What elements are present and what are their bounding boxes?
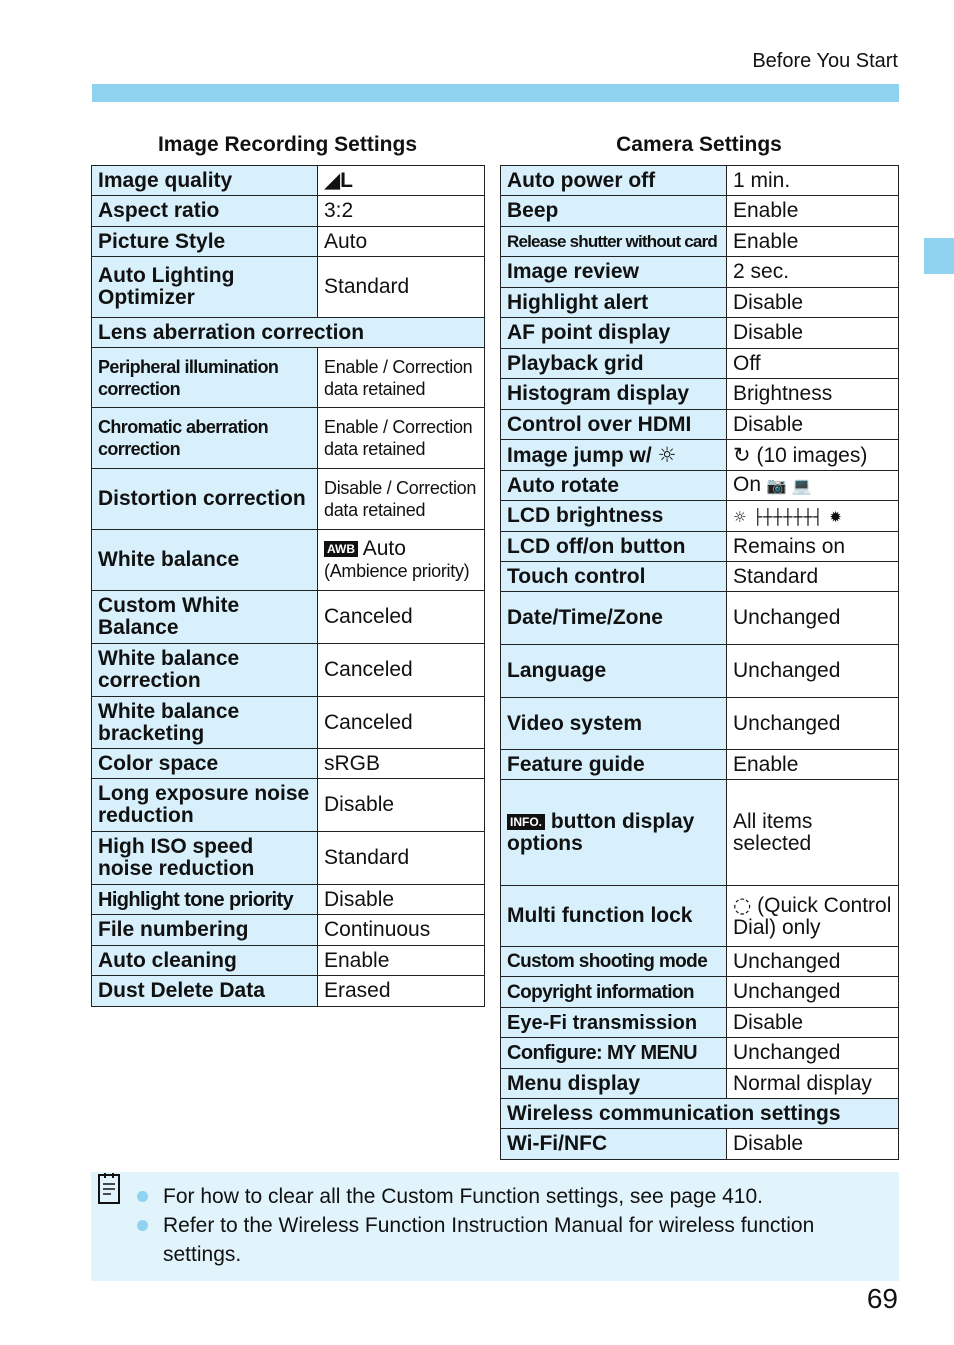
image-recording-settings-table xyxy=(91,165,485,1007)
row-value: Enable xyxy=(318,946,485,976)
row-label: Highlight tone priority xyxy=(92,885,318,915)
memo-icon-graphic xyxy=(97,1172,123,1206)
row-value: Unchanged xyxy=(727,947,899,977)
row-label: White balance bracketing xyxy=(92,697,318,749)
row-value xyxy=(727,501,899,532)
table-row xyxy=(92,779,485,832)
camera-settings-table xyxy=(500,165,899,1160)
table-row xyxy=(92,166,485,196)
table-row xyxy=(92,469,485,530)
section-row xyxy=(92,318,485,348)
table-row xyxy=(92,644,485,697)
row-label: Copyright information xyxy=(501,977,727,1008)
row-label: Multi function lock xyxy=(501,886,727,947)
row-label: Picture Style xyxy=(92,227,318,257)
row-value xyxy=(318,166,485,196)
main-dial-icon: ☼ xyxy=(657,442,677,467)
table-row xyxy=(501,288,899,318)
row-value: Normal display xyxy=(727,1069,899,1099)
row-value: Remains on xyxy=(727,532,899,562)
row-label: Distortion correction xyxy=(92,469,318,530)
row-value: Unchanged xyxy=(727,977,899,1008)
row-label: Auto Lighting Optimizer xyxy=(92,257,318,318)
row-value: Enable xyxy=(727,750,899,780)
table-row xyxy=(501,532,899,562)
chapter-tab xyxy=(924,238,954,274)
info-button-icon: INFO. xyxy=(507,814,545,830)
row-label: Aspect ratio xyxy=(92,196,318,227)
row-label: Wi-Fi/NFC xyxy=(501,1129,727,1160)
quick-control-dial-icon: ◌ xyxy=(733,892,752,917)
row-label: Release shutter without card xyxy=(501,227,727,257)
row-label: AF point display xyxy=(501,318,727,349)
table-row xyxy=(92,257,485,318)
row-value: Unchanged xyxy=(727,645,899,698)
row-label: Auto power off xyxy=(501,166,727,196)
jump-icon: ↻ xyxy=(733,442,751,467)
row-value: Enable xyxy=(727,227,899,257)
row-value: Unchanged xyxy=(727,592,899,645)
row-value: Enable / Correction data retained xyxy=(318,348,485,408)
table-row xyxy=(501,471,899,501)
section-label: Wireless communication settings xyxy=(501,1099,899,1129)
table-row xyxy=(501,780,899,886)
table-row xyxy=(501,1069,899,1099)
right-table-title: Camera Settings xyxy=(616,133,782,156)
row-label: Auto rotate xyxy=(501,471,727,501)
table-row xyxy=(501,698,899,750)
table-row xyxy=(501,227,899,257)
table-row xyxy=(92,915,485,946)
table-row xyxy=(501,196,899,227)
row-value: Auto xyxy=(318,227,485,257)
row-value: Continuous xyxy=(318,915,485,946)
row-value: Canceled xyxy=(318,591,485,644)
table-row xyxy=(501,257,899,288)
list-item: For how to clear all the Custom Function settings, see page 410. xyxy=(131,1182,871,1211)
top-accent-bar xyxy=(92,84,899,102)
table-row xyxy=(501,410,899,440)
row-label: Image quality xyxy=(92,166,318,196)
table-row xyxy=(501,1129,899,1160)
left-table-title: Image Recording Settings xyxy=(157,133,418,156)
row-value: Canceled xyxy=(318,644,485,697)
row-label: INFO. button display options xyxy=(501,780,727,886)
section-row xyxy=(501,1099,899,1129)
row-label: Chromatic aberration correction xyxy=(92,408,318,469)
table-row xyxy=(92,749,485,779)
row-label: File numbering xyxy=(92,915,318,946)
camera-computer-icon: 📷 💻 xyxy=(766,476,812,495)
table-row xyxy=(92,976,485,1007)
row-label: Language xyxy=(501,645,727,698)
row-value: 2 sec. xyxy=(727,257,899,288)
table-row xyxy=(501,977,899,1008)
row-label: Menu display xyxy=(501,1069,727,1099)
table-row xyxy=(501,562,899,592)
table-row xyxy=(92,591,485,644)
page-number: 69 xyxy=(866,1283,898,1314)
row-value: sRGB xyxy=(318,749,485,779)
table-row xyxy=(501,750,899,780)
awb-icon: AWB xyxy=(324,541,358,557)
row-label: White balance correction xyxy=(92,644,318,697)
row-value: 3:2 xyxy=(318,196,485,227)
note-box xyxy=(91,1172,899,1281)
row-value: Disable xyxy=(727,1008,899,1038)
table-row xyxy=(92,408,485,469)
row-value: Disable xyxy=(318,779,485,832)
row-label: High ISO speed noise reduction xyxy=(92,832,318,885)
row-value: Disable xyxy=(318,885,485,915)
row-value: ◌ (Quick Control Dial) only xyxy=(727,886,899,947)
memo-icon xyxy=(97,1172,123,1213)
table-row xyxy=(501,947,899,977)
row-value: Brightness xyxy=(727,379,899,410)
table-row xyxy=(92,227,485,257)
row-label: Custom White Balance xyxy=(92,591,318,644)
row-label: Long exposure noise reduction xyxy=(92,779,318,832)
row-value: Disable / Correction data retained xyxy=(318,469,485,530)
table-row xyxy=(92,832,485,885)
row-value: Canceled xyxy=(318,697,485,749)
table-row xyxy=(501,645,899,698)
row-label: Feature guide xyxy=(501,750,727,780)
row-label: Peripheral illumination correction xyxy=(92,348,318,408)
row-value: Enable / Correction data retained xyxy=(318,408,485,469)
row-label: Histogram display xyxy=(501,379,727,410)
brightness-scale-icon: ☼ ├┼┼┼┼┼┤ ✹ xyxy=(733,507,843,526)
row-value: Enable xyxy=(727,196,899,227)
table-row xyxy=(92,530,485,591)
row-value: AWB Auto (Ambience priority) xyxy=(318,530,485,591)
row-label: Playback grid xyxy=(501,349,727,379)
table-row xyxy=(92,946,485,976)
row-value: Erased xyxy=(318,976,485,1007)
row-label: Eye-Fi transmission xyxy=(501,1008,727,1038)
table-row xyxy=(501,1008,899,1038)
table-row xyxy=(501,379,899,410)
row-label: Auto cleaning xyxy=(92,946,318,976)
table-row xyxy=(501,501,899,532)
row-value: Unchanged xyxy=(727,1038,899,1069)
row-label: Configure: MY MENU xyxy=(501,1038,727,1069)
row-value: Disable xyxy=(727,288,899,318)
table-row xyxy=(501,440,899,471)
table-row xyxy=(92,348,485,408)
table-row xyxy=(501,886,899,947)
row-label: LCD brightness xyxy=(501,501,727,532)
row-value: ↻ (10 images) xyxy=(727,440,899,471)
row-value: Standard xyxy=(318,832,485,885)
table-row xyxy=(501,1038,899,1069)
row-label: Video system xyxy=(501,698,727,750)
row-label: Image review xyxy=(501,257,727,288)
row-label: Highlight alert xyxy=(501,288,727,318)
row-value: Disable xyxy=(727,410,899,440)
table-row xyxy=(501,592,899,645)
row-label: Control over HDMI xyxy=(501,410,727,440)
row-label: Beep xyxy=(501,196,727,227)
row-value: Disable xyxy=(727,1129,899,1160)
row-label: Touch control xyxy=(501,562,727,592)
table-row xyxy=(92,885,485,915)
row-label: Dust Delete Data xyxy=(92,976,318,1007)
row-value: Off xyxy=(727,349,899,379)
table-row xyxy=(92,697,485,749)
row-label: Date/Time/Zone xyxy=(501,592,727,645)
table-row xyxy=(501,318,899,349)
section-header: Before You Start xyxy=(752,50,898,72)
row-value: Unchanged xyxy=(727,698,899,750)
row-value: All items selected xyxy=(727,780,899,886)
row-label: Custom shooting mode xyxy=(501,947,727,977)
row-label: LCD off/on button xyxy=(501,532,727,562)
row-value: On 📷 💻 xyxy=(727,471,899,501)
row-label: Color space xyxy=(92,749,318,779)
table-row xyxy=(501,349,899,379)
table-row xyxy=(92,196,485,227)
row-value: Standard xyxy=(318,257,485,318)
section-label: Lens aberration correction xyxy=(92,318,485,348)
row-value: 1 min. xyxy=(727,166,899,196)
row-label: White balance xyxy=(92,530,318,591)
note-list xyxy=(131,1182,871,1269)
row-value: Standard xyxy=(727,562,899,592)
list-item: Refer to the Wireless Function Instruction Manual for wireless function settings. xyxy=(131,1211,871,1269)
row-label: Image jump w/ ☼ xyxy=(501,440,727,471)
table-row xyxy=(501,166,899,196)
row-value: Disable xyxy=(727,318,899,349)
quality-icon: ◢L xyxy=(324,168,353,192)
